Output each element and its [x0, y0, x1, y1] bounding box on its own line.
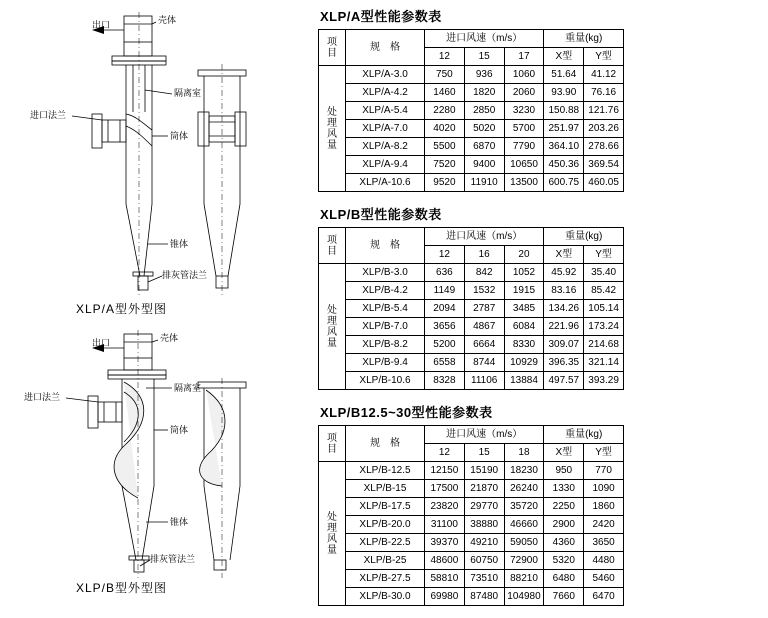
table-xlp-a: [318, 29, 624, 192]
table-title-xlp-b: XLP/B型性能参数表: [320, 207, 442, 222]
header-spec-label: 规 格: [346, 426, 425, 462]
figure-a-drawing: [0, 4, 312, 304]
header-speed-0: 12: [425, 444, 465, 462]
cell-model: XLP/B-12.5: [346, 462, 425, 480]
table-row: [319, 354, 624, 372]
header-weight-1: Y型: [584, 246, 624, 264]
cell-model: XLP/B-7.0: [346, 318, 425, 336]
cell-model: XLP/B-9.4: [346, 354, 425, 372]
header-item-label: 项 目: [319, 30, 346, 66]
header-item-label: 项 目: [319, 228, 346, 264]
header-speed-1: 15: [464, 48, 504, 66]
cell-v2: 2060: [504, 84, 544, 102]
cell-v0: 8328: [425, 372, 465, 390]
cell-model: XLP/B-30.0: [346, 588, 425, 606]
cell-v2: 1052: [504, 264, 544, 282]
cell-v0: 5500: [425, 138, 465, 156]
header-speed-1: 16: [464, 246, 504, 264]
cell-w1: 121.76: [584, 102, 624, 120]
cell-v1: 2850: [464, 102, 504, 120]
table-row: [319, 570, 624, 588]
cell-w1: 35.40: [584, 264, 624, 282]
cell-w0: 396.35: [544, 354, 584, 372]
cell-v2: 7790: [504, 138, 544, 156]
cell-v2: 72900: [504, 552, 544, 570]
header-speed-2: 18: [504, 444, 544, 462]
table-xlp-b: [318, 227, 624, 390]
cell-w0: 6480: [544, 570, 584, 588]
cell-v1: 29770: [464, 498, 504, 516]
table-row: [319, 300, 624, 318]
cell-v1: 6870: [464, 138, 504, 156]
cell-v0: 12150: [425, 462, 465, 480]
figure-a-label-5: 锥体: [170, 239, 189, 249]
figure-a-label-3: 进口法兰: [30, 110, 67, 120]
table-row: [319, 516, 624, 534]
table-row: [319, 156, 624, 174]
header-item-label: 项 目: [319, 426, 346, 462]
cell-v2: 88210: [504, 570, 544, 588]
cell-w1: 278.66: [584, 138, 624, 156]
cell-v2: 1915: [504, 282, 544, 300]
cell-w0: 497.57: [544, 372, 584, 390]
cell-model: XLP/B-25: [346, 552, 425, 570]
cell-w1: 393.29: [584, 372, 624, 390]
cell-v1: 1532: [464, 282, 504, 300]
figure-a-caption: XLP/A型外型图: [76, 302, 168, 316]
cell-w0: 4360: [544, 534, 584, 552]
cell-v2: 1060: [504, 66, 544, 84]
table-row: [319, 138, 624, 156]
tables-pane: [318, 6, 762, 618]
table-row: [319, 264, 624, 282]
cell-v0: 1149: [425, 282, 465, 300]
cell-v2: 10929: [504, 354, 544, 372]
cell-v1: 6664: [464, 336, 504, 354]
cell-w1: 321.14: [584, 354, 624, 372]
cell-model: XLP/A-9.4: [346, 156, 425, 174]
figure-b-label-4: 筒体: [170, 425, 189, 435]
cell-w1: 1860: [584, 498, 624, 516]
cell-v2: 13884: [504, 372, 544, 390]
header-weight-0: X型: [544, 444, 584, 462]
table-row: [319, 174, 624, 192]
cell-model: XLP/B-3.0: [346, 264, 425, 282]
cell-w1: 85.42: [584, 282, 624, 300]
cell-model: XLP/B-20.0: [346, 516, 425, 534]
figure-b-label-6: 排灰管法兰: [150, 554, 196, 564]
table-row: [319, 336, 624, 354]
figure-b-label-5: 锥体: [170, 517, 189, 527]
cell-v0: 17500: [425, 480, 465, 498]
cell-w0: 93.90: [544, 84, 584, 102]
cell-v0: 750: [425, 66, 465, 84]
cell-w1: 5460: [584, 570, 624, 588]
cell-w1: 770: [584, 462, 624, 480]
table-row: [319, 534, 624, 552]
table-row: [319, 282, 624, 300]
cell-v1: 49210: [464, 534, 504, 552]
cell-w0: 7660: [544, 588, 584, 606]
figure-a-label-1: 壳体: [158, 15, 177, 25]
table-row: [319, 462, 624, 480]
table-block-xlp-b-large: [318, 402, 762, 606]
cell-w1: 369.54: [584, 156, 624, 174]
cell-w0: 251.97: [544, 120, 584, 138]
figure-b-drawing: [0, 326, 312, 588]
side-label-flow: 处 理 风 量: [319, 462, 346, 606]
cell-v1: 87480: [464, 588, 504, 606]
header-weight-0: X型: [544, 246, 584, 264]
header-speed-0: 12: [425, 48, 465, 66]
cell-v1: 4867: [464, 318, 504, 336]
cell-v2: 18230: [504, 462, 544, 480]
cell-v2: 46660: [504, 516, 544, 534]
side-label-flow: 处 理 风 量: [319, 264, 346, 390]
cell-v2: 10650: [504, 156, 544, 174]
table-row: [319, 66, 624, 84]
cell-w0: 364.10: [544, 138, 584, 156]
header-weight-group: 重量(kg): [544, 426, 624, 444]
cell-w1: 4480: [584, 552, 624, 570]
figure-b-label-0: 出口: [92, 338, 111, 348]
cell-w0: 150.88: [544, 102, 584, 120]
cell-v1: 1820: [464, 84, 504, 102]
cell-v0: 9520: [425, 174, 465, 192]
table-block-xlp-b: [318, 204, 762, 390]
cell-model: XLP/B-22.5: [346, 534, 425, 552]
cell-v2: 26240: [504, 480, 544, 498]
table-title-xlp-b-large: XLP/B12.5~30型性能参数表: [320, 405, 493, 420]
figure-a-label-6: 排灰管法兰: [162, 270, 208, 280]
header-weight-1: Y型: [584, 444, 624, 462]
header-speed-group: 进口风速（m/s）: [425, 30, 544, 48]
cell-v2: 3485: [504, 300, 544, 318]
cell-model: XLP/B-8.2: [346, 336, 425, 354]
cell-v1: 21870: [464, 480, 504, 498]
header-spec-label: 规 格: [346, 30, 425, 66]
cell-v0: 2094: [425, 300, 465, 318]
table-row: [319, 120, 624, 138]
table-row: [319, 480, 624, 498]
cell-w0: 5320: [544, 552, 584, 570]
table-header-row: [319, 30, 624, 48]
table-xlp-b-large: [318, 425, 624, 606]
cell-w0: 45.92: [544, 264, 584, 282]
cell-v1: 8744: [464, 354, 504, 372]
header-weight-group: 重量(kg): [544, 228, 624, 246]
cell-v0: 4020: [425, 120, 465, 138]
header-speed-group: 进口风速（m/s）: [425, 228, 544, 246]
cell-v0: 6558: [425, 354, 465, 372]
cell-w0: 2250: [544, 498, 584, 516]
cell-w0: 221.96: [544, 318, 584, 336]
cell-w0: 51.64: [544, 66, 584, 84]
cell-w1: 460.05: [584, 174, 624, 192]
figure-a-label-2: 隔离室: [174, 88, 202, 98]
cell-v0: 39370: [425, 534, 465, 552]
cell-v0: 48600: [425, 552, 465, 570]
cell-model: XLP/B-15: [346, 480, 425, 498]
cell-w0: 1330: [544, 480, 584, 498]
cell-v2: 8330: [504, 336, 544, 354]
cell-w1: 203.26: [584, 120, 624, 138]
cell-v0: 636: [425, 264, 465, 282]
cell-model: XLP/A-3.0: [346, 66, 425, 84]
cell-v1: 15190: [464, 462, 504, 480]
cell-w0: 83.16: [544, 282, 584, 300]
cell-v0: 69980: [425, 588, 465, 606]
cell-model: XLP/A-4.2: [346, 84, 425, 102]
table-title-xlp-a: XLP/A型性能参数表: [320, 9, 442, 24]
cell-v2: 5700: [504, 120, 544, 138]
side-label-flow: 处 理 风 量: [319, 66, 346, 192]
cell-v1: 11910: [464, 174, 504, 192]
cell-w0: 134.26: [544, 300, 584, 318]
cell-v1: 936: [464, 66, 504, 84]
table-row: [319, 318, 624, 336]
cell-model: XLP/B-4.2: [346, 282, 425, 300]
cell-model: XLP/B-27.5: [346, 570, 425, 588]
cell-model: XLP/B-17.5: [346, 498, 425, 516]
cell-model: XLP/A-8.2: [346, 138, 425, 156]
table-block-xlp-a: [318, 6, 762, 192]
cell-w1: 1090: [584, 480, 624, 498]
drawings-pane: [0, 0, 312, 603]
cell-v2: 35720: [504, 498, 544, 516]
cell-w1: 3650: [584, 534, 624, 552]
table-header-row: [319, 426, 624, 444]
cell-model: XLP/B-10.6: [346, 372, 425, 390]
cell-w0: 950: [544, 462, 584, 480]
cell-v2: 3230: [504, 102, 544, 120]
cell-v1: 2787: [464, 300, 504, 318]
header-weight-0: X型: [544, 48, 584, 66]
table-row: [319, 372, 624, 390]
figure-a-label-0: 出口: [92, 20, 111, 30]
cell-v1: 5020: [464, 120, 504, 138]
cell-v1: 38880: [464, 516, 504, 534]
cell-w0: 600.75: [544, 174, 584, 192]
header-speed-2: 17: [504, 48, 544, 66]
header-spec-label: 规 格: [346, 228, 425, 264]
cell-v1: 60750: [464, 552, 504, 570]
header-weight-1: Y型: [584, 48, 624, 66]
figure-b-label-2: 隔离室: [174, 383, 202, 393]
cell-w1: 173.24: [584, 318, 624, 336]
cell-v1: 842: [464, 264, 504, 282]
cell-v2: 13500: [504, 174, 544, 192]
table-row: [319, 102, 624, 120]
header-weight-group: 重量(kg): [544, 30, 624, 48]
cell-w1: 41.12: [584, 66, 624, 84]
cell-v0: 31100: [425, 516, 465, 534]
cell-v2: 6084: [504, 318, 544, 336]
cell-v2: 59050: [504, 534, 544, 552]
cell-v0: 58810: [425, 570, 465, 588]
table-row: [319, 552, 624, 570]
cell-w0: 2900: [544, 516, 584, 534]
header-speed-1: 15: [464, 444, 504, 462]
cell-v1: 9400: [464, 156, 504, 174]
cell-model: XLP/A-7.0: [346, 120, 425, 138]
cell-w1: 2420: [584, 516, 624, 534]
figure-b-label-1: 壳体: [160, 333, 179, 343]
cell-w0: 450.36: [544, 156, 584, 174]
header-speed-0: 12: [425, 246, 465, 264]
cell-model: XLP/B-5.4: [346, 300, 425, 318]
cell-w1: 105.14: [584, 300, 624, 318]
header-speed-group: 进口风速（m/s）: [425, 426, 544, 444]
header-speed-2: 20: [504, 246, 544, 264]
cell-v2: 104980: [504, 588, 544, 606]
cell-w1: 6470: [584, 588, 624, 606]
cell-w1: 76.16: [584, 84, 624, 102]
cell-model: XLP/A-10.6: [346, 174, 425, 192]
cell-v0: 1460: [425, 84, 465, 102]
cell-w0: 309.07: [544, 336, 584, 354]
figure-xlp-b: [0, 326, 312, 596]
cell-v0: 3656: [425, 318, 465, 336]
cell-v0: 5200: [425, 336, 465, 354]
table-header-row: [319, 228, 624, 246]
figure-a-label-4: 筒体: [170, 131, 189, 141]
cell-v1: 73510: [464, 570, 504, 588]
figure-b-label-3: 进口法兰: [24, 392, 61, 402]
cell-v0: 23820: [425, 498, 465, 516]
cell-v0: 2280: [425, 102, 465, 120]
cell-v1: 11106: [464, 372, 504, 390]
cell-model: XLP/A-5.4: [346, 102, 425, 120]
figure-xlp-a: [0, 4, 312, 316]
table-row: [319, 498, 624, 516]
figure-b-caption: XLP/B型外型图: [76, 581, 168, 595]
table-row: [319, 84, 624, 102]
cell-w1: 214.68: [584, 336, 624, 354]
cell-v0: 7520: [425, 156, 465, 174]
